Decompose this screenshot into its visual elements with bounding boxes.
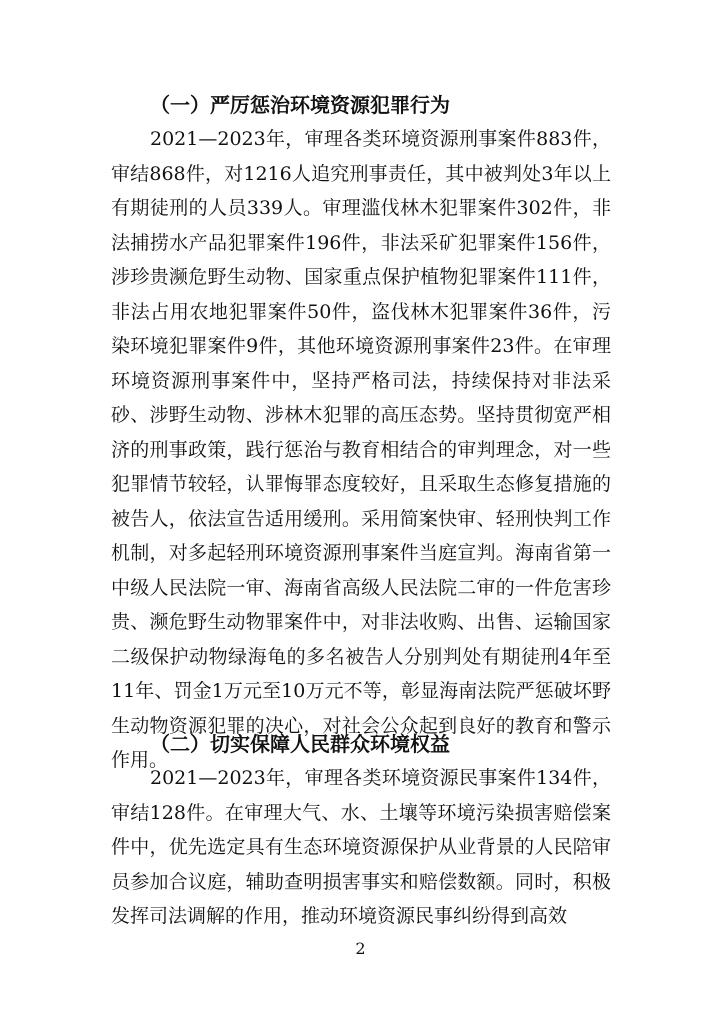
section-paragraph-1: 2021—2023年，审理各类环境资源刑事案件883件，审结868件，对1216人追究刑事责任，其中被判处3年以上有期徒刑的人员339人。审理滥伐林木犯罪案件302件，非法捕捞水产品犯罪案件196件，非法采矿犯罪案件156件，涉珍贵濒危野生动物、国家重点保护植物犯罪案件111件，非法占用农地犯罪案件50件，盗伐林木犯罪案件36件，污染环境犯罪案件9件，其他环境资源刑事案件23件。在审理环境资源刑事案件中，坚持严格司法，持续保持对非法采砂、涉野生动物、涉林木犯罪的高压态势。坚持贯彻宽严相济的刑事政策，践行惩治与教育相结合的审判理念，对一些犯罪情节较轻，认罪悔罪态度较好，且采取生态修复措施的被告人，依法宣告适用缓刑。采用简案快审、轻刑快判工作机制，对多起轻刑环境资源刑事案件当庭宣判。海南省第一中级人民法院一审、海南省高级人民法院二审的一件危害珍贵、濒危野生动物罪案件中，对非法收购、出售、运输国家二级保护动物绿海龟的多名被告人分别判处有期徒刑4年至11年、罚金1万元至10万元不等，彰显海南法院严惩破坏野生动物资源犯罪的决心，对社会公众起到良好的教育和警示作用。 <box>111 128 611 771</box>
section-heading-1: （一）严厉惩治环境资源犯罪行为 <box>150 93 450 117</box>
page-number: 2 <box>355 939 366 958</box>
section-paragraph-2: 2021—2023年，审理各类环境资源民事案件134件，审结128件。在审理大气、水、土壤等环境污染损害赔偿案件中，优先选定具有生态环境资源保护从业背景的人民陪审员参加合议庭，辅助查明损害事实和赔偿数额。同时，积极发挥司法调解的作用，推动环境资源民事纠纷得到高效 <box>111 767 611 927</box>
section-heading-2: （二）切实保障人民群众环境权益 <box>150 732 450 756</box>
